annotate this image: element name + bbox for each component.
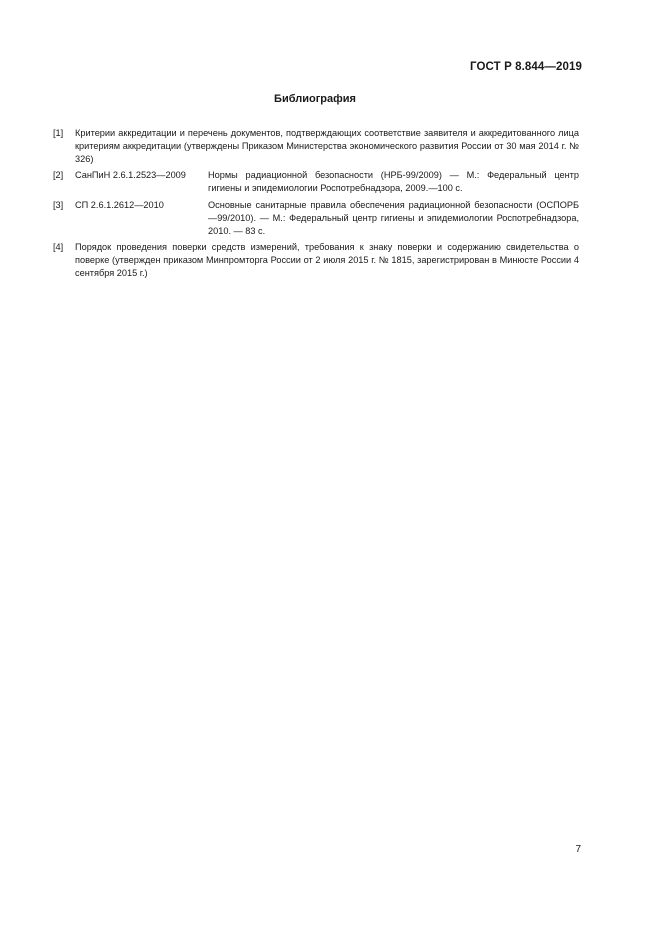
- entry-number: [2]: [53, 170, 64, 181]
- entry-number: [4]: [53, 242, 64, 253]
- entry-standard-code: СП 2.6.1.2612—2010: [75, 199, 164, 210]
- entry-text: Основные санитарные правила обеспечения радиационной безопасности (ОСПОРБ—99/2010). — М.: Федеральный центр гигиены и эпидемиологии Роспотребнадзора, 2010. — 83 с.: [208, 199, 579, 236]
- bibliography-entry-2: [53, 169, 579, 195]
- bibliography-list: [53, 127, 579, 284]
- entry-number: [3]: [53, 199, 64, 210]
- bibliography-entry-3: [53, 199, 579, 237]
- bibliography-entry-1: [53, 127, 579, 165]
- section-title: Библиография: [274, 93, 356, 105]
- bibliography-entry-4: [53, 241, 579, 279]
- entry-number: [1]: [53, 128, 64, 138]
- entry-text: Порядок проведения поверки средств измерений, требования к знаку поверки и содержанию свидетельства о поверке (утвержден приказом Минпромторга России от 2 июля 2015 г. № 1815, зарегистрирован в Минюсте России 4 сентября 2015 г.): [75, 242, 579, 278]
- page-number: 7: [575, 844, 581, 855]
- entry-standard-code: СанПиН 2.6.1.2523—2009: [75, 170, 186, 181]
- document-code: ГОСТ Р 8.844—2019: [470, 61, 582, 73]
- entry-text: Нормы радиационной безопасности (НРБ-99/2009) — М.: Федеральный центр гигиены и эпидемиологии Роспотребнадзора, 2009.—100 с.: [208, 170, 579, 194]
- entry-text: Критерии аккредитации и перечень документов, подтверждающих соответствие заявителя и аккредитованного лица критериям аккредитации (утверждены Приказом Министерства экономического развития России от 30 мая 2014 г. № 326): [75, 128, 579, 164]
